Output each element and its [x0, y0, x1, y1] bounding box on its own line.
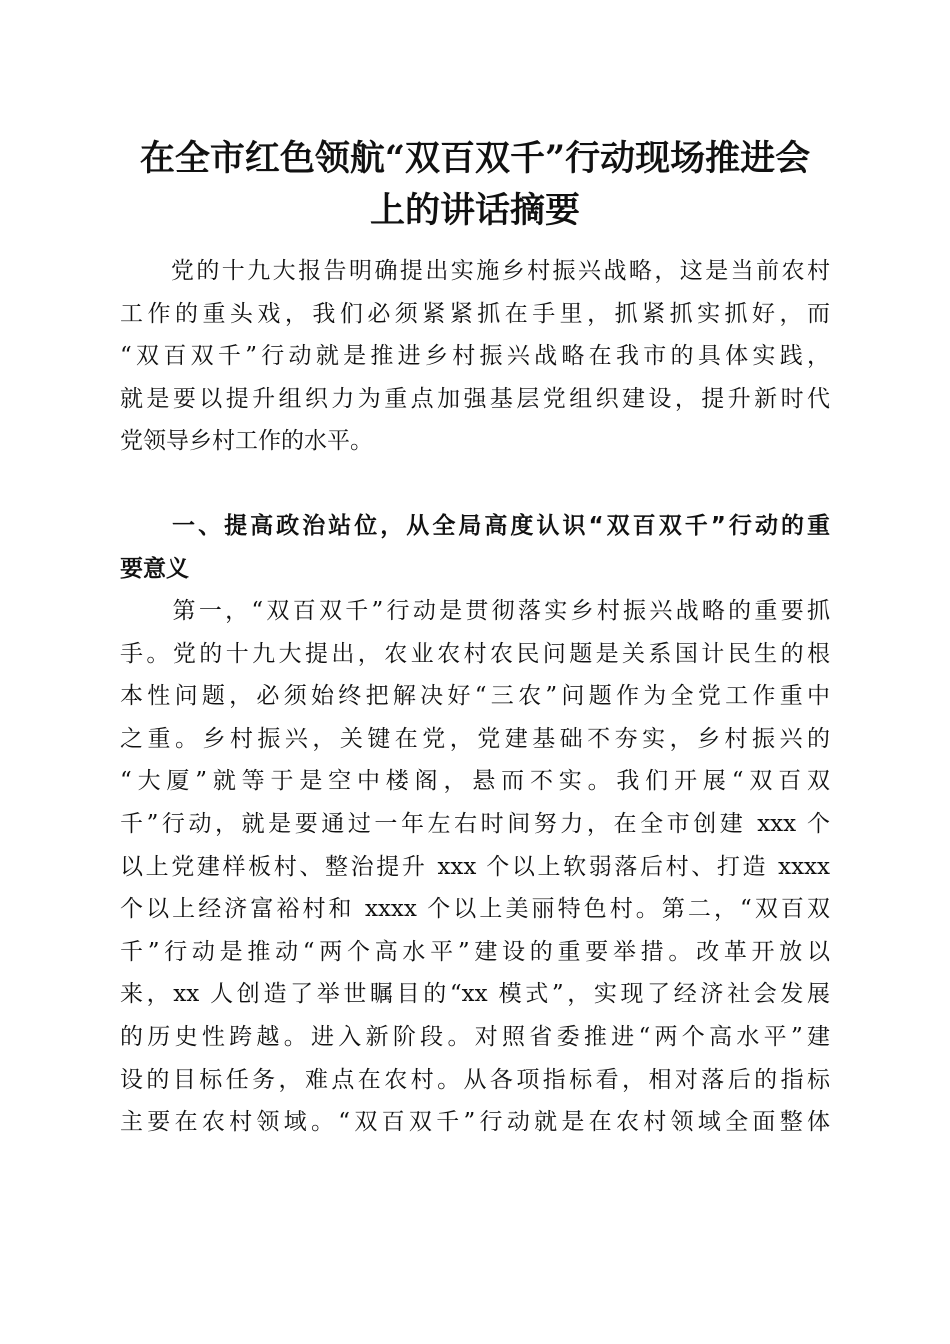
- text-line: 党的十九大报告明确提出实施乡村振兴战略，这是当前农村: [120, 258, 830, 284]
- text-line: 第一，“双百双千”行动是贯彻落实乡村振兴战略的重要抓: [120, 598, 830, 624]
- text-line: 工作的重头戏，我们必须紧紧抓在手里，抓紧抓实抓好，而: [120, 300, 830, 327]
- text-line: 以上党建样板村、整治提升 xxx 个以上软弱落后村、打造 xxxx: [120, 853, 830, 880]
- text-line: 党领导乡村工作的水平。: [120, 428, 373, 455]
- title-line-1: 在全市红色领航“双百双千”行动现场推进会: [139, 138, 811, 179]
- text-line: 主要在农村领域。“双百双千”行动就是在农村领域全面整体: [120, 1109, 830, 1136]
- section-heading: [120, 505, 830, 590]
- text-line: 个以上经济富裕村和 xxxx 个以上美丽特色村。第二，“双百双: [120, 896, 830, 923]
- text-line: 手。党的十九大提出，农业农村农民问题是关系国计民生的根: [120, 640, 830, 667]
- text-line: 本性问题，必须始终把解决好“三农”问题作为全党工作重中: [120, 683, 830, 710]
- text-line: “双百双千”行动就是推进乡村振兴战略在我市的具体实践，: [120, 343, 830, 370]
- text-line: 就是要以提升组织力为重点加强基层党组织建设，提升新时代: [120, 385, 830, 412]
- heading-line: 一、提高政治站位，从全局高度认识“双百双千”行动的重: [120, 513, 830, 539]
- text-line: 千”行动，就是要通过一年左右时间努力，在全市创建 xxx 个: [120, 810, 830, 837]
- document-title: [110, 133, 840, 237]
- text-line: “大厦”就等于是空中楼阁，悬而不实。我们开展“双百双: [120, 768, 830, 795]
- text-line: 设的目标任务，难点在农村。从各项指标看，相对落后的指标: [120, 1066, 830, 1093]
- text-line: 来，xx 人创造了举世瞩目的“xx 模式”，实现了经济社会发展: [120, 981, 830, 1008]
- intro-paragraph: [120, 250, 830, 463]
- title-line-2: 上的讲话摘要: [369, 190, 580, 231]
- heading-line: 要意义: [120, 555, 189, 582]
- body-paragraph: [120, 590, 830, 1144]
- text-line: 之重。乡村振兴，关键在党，党建基础不夯实，乡村振兴的: [120, 725, 830, 752]
- text-line: 的历史性跨越。进入新阶段。对照省委推进“两个高水平”建: [120, 1023, 830, 1050]
- text-line: 千”行动是推动“两个高水平”建设的重要举措。改革开放以: [120, 938, 830, 965]
